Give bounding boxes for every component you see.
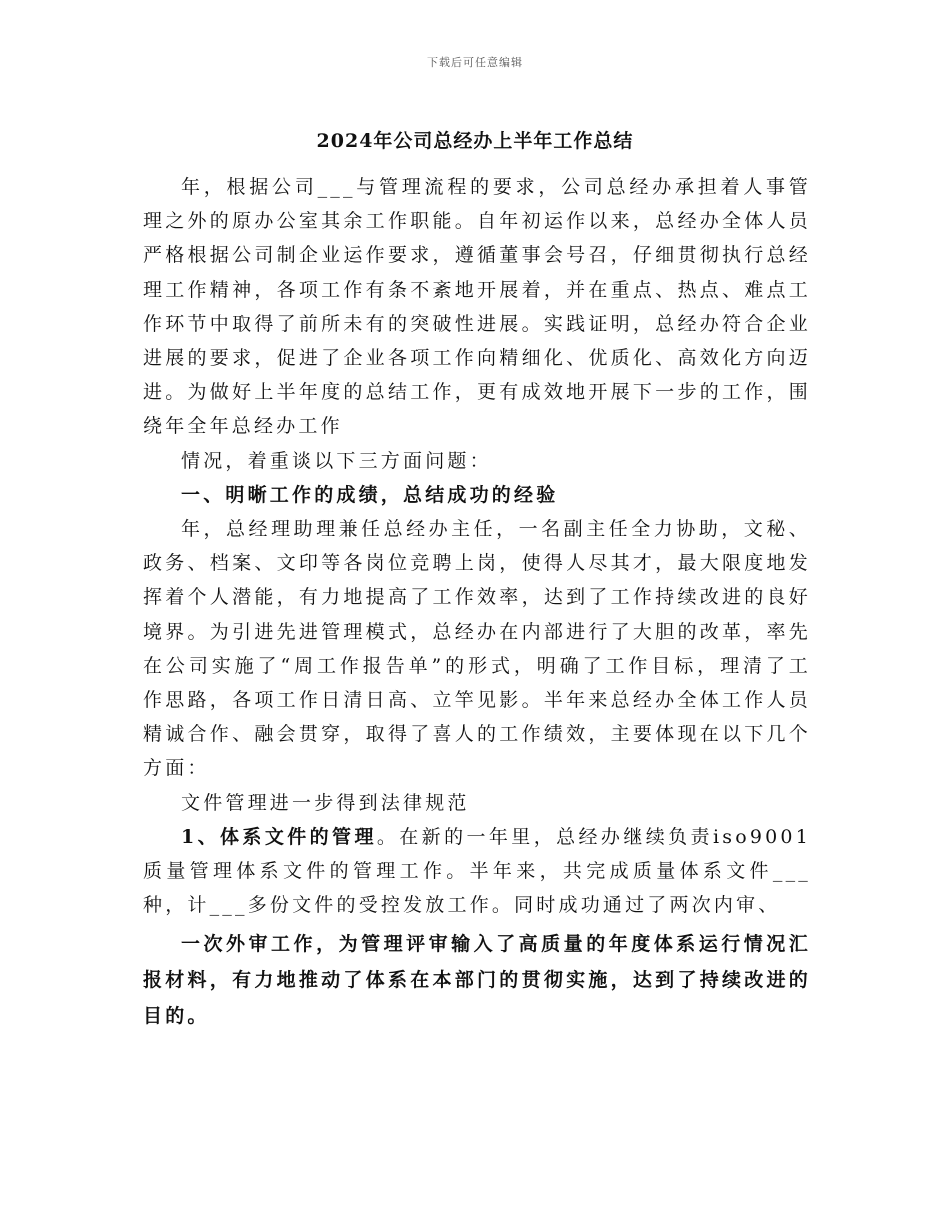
paragraph-system-files: [143, 820, 811, 923]
document-body: [143, 170, 811, 1034]
system-files-text: 。在新的一年里，总经办继续负责iso9001质量管理体系文件的管理工作。半年来，共完成质量体系文件___种，计___多份文件的受控发放工作。同时成功通过了两次内审、: [143, 825, 811, 917]
document-title: 2024年公司总经办上半年工作总结: [316, 130, 634, 152]
header-note: 下载后可任意编辑: [427, 56, 523, 69]
section-heading-1: 一、明晰工作的成绩，总结成功的经验: [181, 483, 559, 506]
system-files-label: 1、体系文件的管理: [181, 825, 377, 848]
subheading-file-management: 文件管理进一步得到法律规范: [181, 791, 470, 814]
paragraph-achievements: 年，总经理助理兼任总经办主任，一名副主任全力协助，文秘、政务、档案、文印等各岗位竞聘上岗，使得人尽其才，最大限度地发挥着个人潜能，有力地提高了工作效率，达到了工作持续改进的良好境界。为引进先进管理模式，总经办在内部进行了大胆的改革，率先在公司实施了“周工作报告单”的形式，明确了工作目标，理清了工作思路，各项工作日清日高、立竿见影。半年来总经办全体工作人员精诚合作、融会贯穿，取得了喜人的工作绩效，主要体现在以下几个方面：: [143, 518, 811, 780]
paragraph-external-audit: 一次外审工作，为管理评审输入了高质量的年度体系运行情况汇报材料，有力地推动了体系在本部门的贯彻实施，达到了持续改进的目的。: [143, 933, 811, 1028]
paragraph-intro-cont: 情况，着重谈以下三方面问题：: [181, 449, 492, 472]
paragraph-intro: 年，根据公司___与管理流程的要求，公司总经办承担着人事管理之外的原办公室其余工作职能。自年初运作以来，总经办全体人员严格根据公司制企业运作要求，遵循董事会号召，仔细贯彻执行总经理工作精神，各项工作有条不紊地开展着，并在重点、热点、难点工作环节中取得了前所未有的突破性进展。实践证明，总经办符合企业进展的要求，促进了企业各项工作向精细化、优质化、高效化方向迈进。为做好上半年度的总结工作，更有成效地开展下一步的工作，围绕年全年总经办工作: [143, 176, 811, 438]
